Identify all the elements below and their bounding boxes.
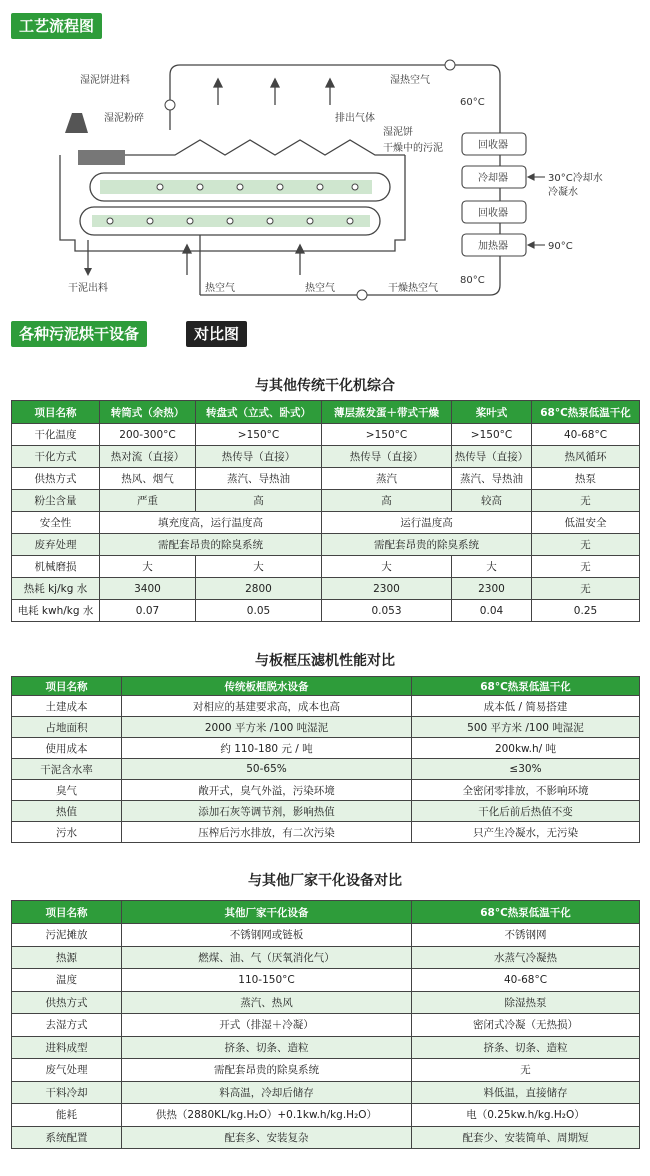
table-cell: 热对流（直接） <box>100 446 196 468</box>
table-cell: 配套多、安装复杂 <box>122 1126 412 1149</box>
table-cell: 电耗 kwh/kg 水 <box>12 600 100 622</box>
table-cell: 较高 <box>452 490 532 512</box>
table-cell: 污水 <box>12 822 122 843</box>
table-cell: 蒸汽、导热油 <box>452 468 532 490</box>
table-cell: 无 <box>532 556 640 578</box>
table-cell: 不锈钢网 <box>412 924 640 947</box>
table-cell: 只产生冷凝水，无污染 <box>412 822 640 843</box>
table-cell: 去湿方式 <box>12 1014 122 1037</box>
table-cell: >150°C <box>196 424 322 446</box>
table-cell: 40-68°C <box>532 424 640 446</box>
table-cell: 蒸汽 <box>322 468 452 490</box>
table-cell: 挤条、切条、造粒 <box>412 1036 640 1059</box>
table-cell: 配套少、安装简单、周期短 <box>412 1126 640 1149</box>
table-row <box>12 738 640 759</box>
table-cell: 严重 <box>100 490 196 512</box>
table-row <box>12 1036 640 1059</box>
table-row <box>12 468 640 490</box>
compare-tag-right: 对比图 <box>186 321 247 347</box>
table-cell: 200-300°C <box>100 424 196 446</box>
table-cell: 干化方式 <box>12 446 100 468</box>
label-wet-feed: 湿泥饼进料 <box>80 75 130 86</box>
table3 <box>11 900 640 1149</box>
table-cell: 开式（排湿＋冷凝） <box>122 1014 412 1037</box>
table1-header: 68°C热泵低温干化 <box>532 401 640 424</box>
table-cell: 50-65% <box>122 759 412 780</box>
table3-header: 项目名称 <box>12 901 122 924</box>
table-cell: 无 <box>412 1059 640 1082</box>
table-row <box>12 556 640 578</box>
table-cell: 供热（2880KL/kg.H₂O）+0.1kw.h/kg.H₂O） <box>122 1104 412 1127</box>
label-cooling-water: 30°C冷却水 <box>548 173 603 184</box>
fan-icon-top <box>445 60 455 70</box>
fan-icon-left <box>165 100 175 110</box>
table-cell: 粉尘含量 <box>12 490 100 512</box>
table-cell: 2300 <box>322 578 452 600</box>
table-cell: 无 <box>532 534 640 556</box>
table-cell: 40-68°C <box>412 969 640 992</box>
table-cell: 污泥摊放 <box>12 924 122 947</box>
table-row <box>12 1014 640 1037</box>
table-row <box>12 822 640 843</box>
table-cell: 蒸汽、导热油 <box>196 468 322 490</box>
table-cell: 料低温，直接储存 <box>412 1081 640 1104</box>
table-cell: 全密闭零排放，不影响环境 <box>412 780 640 801</box>
table-row <box>12 578 640 600</box>
table1 <box>11 400 640 622</box>
table-cell: 热传导（直接） <box>452 446 532 468</box>
table-row <box>12 534 640 556</box>
table-cell: 500 平方米 /100 吨湿泥 <box>412 717 640 738</box>
box-heater: 加热器 <box>478 241 508 252</box>
table-cell: 除湿热泵 <box>412 991 640 1014</box>
crusher <box>78 150 125 165</box>
box-recuperator-1: 回收器 <box>478 140 508 151</box>
table-cell: 大 <box>322 556 452 578</box>
table-cell: >150°C <box>452 424 532 446</box>
box-cooler: 冷却器 <box>478 173 508 184</box>
table-row <box>12 717 640 738</box>
table-cell: 密闭式冷凝（无热损） <box>412 1014 640 1037</box>
equipment-boxes <box>462 133 526 256</box>
table-cell: 3400 <box>100 578 196 600</box>
label-dry-out: 干泥出料 <box>68 283 108 294</box>
table-row <box>12 424 640 446</box>
table-cell: 能耗 <box>12 1104 122 1127</box>
table-cell: 使用成本 <box>12 738 122 759</box>
table1-header: 薄层蒸发蛋＋带式干燥 <box>322 401 452 424</box>
label-wet-cake: 湿泥饼 <box>383 127 413 138</box>
table-cell: 无 <box>532 490 640 512</box>
label-temp-80: 80°C <box>460 275 485 286</box>
table1-title: 与其他传统干化机综合 <box>255 378 395 394</box>
table-cell: 0.25 <box>532 600 640 622</box>
table-cell: 运行温度高 <box>322 512 532 534</box>
table-cell: 压榨后污水排放，有二次污染 <box>122 822 412 843</box>
table-cell: 水蒸气冷凝热 <box>412 946 640 969</box>
table-cell: 添加石灰等调节剂，影响热值 <box>122 801 412 822</box>
box-recuperator-2: 回收器 <box>478 208 508 219</box>
table-cell: 2000 平方米 /100 吨湿泥 <box>122 717 412 738</box>
table-cell: 机械磨损 <box>12 556 100 578</box>
table-cell: 0.053 <box>322 600 452 622</box>
table1-header: 转盘式（立式、卧式） <box>196 401 322 424</box>
table-cell: 进料成型 <box>12 1036 122 1059</box>
table-cell: 约 110-180 元 / 吨 <box>122 738 412 759</box>
table1-header: 项目名称 <box>12 401 100 424</box>
table-cell: 料高温，冷却后储存 <box>122 1081 412 1104</box>
label-wet-crush: 湿泥粉碎 <box>104 113 144 124</box>
table-cell: ≤30% <box>412 759 640 780</box>
table-cell: 大 <box>196 556 322 578</box>
table-row <box>12 969 640 992</box>
label-hot-air-1: 热空气 <box>205 283 235 294</box>
feed-hopper <box>65 113 88 133</box>
label-temp-90: 90°C <box>548 241 573 252</box>
label-hot-air-2: 热空气 <box>305 283 335 294</box>
table-row <box>12 1126 640 1149</box>
table1-header: 转筒式（余热） <box>100 401 196 424</box>
table-cell: 热传导（直接） <box>196 446 322 468</box>
table-cell: 热风循环 <box>532 446 640 468</box>
table-cell: 无 <box>532 578 640 600</box>
table-cell: 系统配置 <box>12 1126 122 1149</box>
table-cell: 干化温度 <box>12 424 100 446</box>
label-temp-60: 60°C <box>460 97 485 108</box>
table-cell: 2800 <box>196 578 322 600</box>
table2 <box>11 676 640 843</box>
table-row <box>12 512 640 534</box>
table-cell: 需配套昂贵的除臭系统 <box>122 1059 412 1082</box>
table-cell: 供热方式 <box>12 468 100 490</box>
table-cell: 敞开式，臭气外溢，污染环境 <box>122 780 412 801</box>
table-row <box>12 600 640 622</box>
table-cell: 对相应的基建要求高，成本也高 <box>122 696 412 717</box>
table-cell: 热源 <box>12 946 122 969</box>
table-cell: 燃煤、油、气（厌氧消化气） <box>122 946 412 969</box>
table2-header: 传统板框脱水设备 <box>122 677 412 696</box>
table-cell: 热值 <box>12 801 122 822</box>
table-cell: 成本低 / 简易搭建 <box>412 696 640 717</box>
table-cell: 供热方式 <box>12 991 122 1014</box>
table-row <box>12 1081 640 1104</box>
table-row <box>12 1059 640 1082</box>
table-cell: 需配套昂贵的除臭系统 <box>322 534 532 556</box>
table3-header: 其他厂家干化设备 <box>122 901 412 924</box>
table-row <box>12 780 640 801</box>
label-exhaust: 排出气体 <box>335 113 375 124</box>
table-cell: 挤条、切条、造粒 <box>122 1036 412 1059</box>
process-tag: 工艺流程图 <box>11 13 102 39</box>
table-row <box>12 801 640 822</box>
table3-title: 与其他厂家干化设备对比 <box>248 873 402 889</box>
fan-icon-bottom <box>357 290 367 300</box>
table1-header: 桨叶式 <box>452 401 532 424</box>
table-cell: 热传导（直接） <box>322 446 452 468</box>
table3-header: 68°C热泵低温干化 <box>412 901 640 924</box>
table-cell: 热耗 kj/kg 水 <box>12 578 100 600</box>
table-cell: 土建成本 <box>12 696 122 717</box>
table2-title: 与板框压滤机性能对比 <box>255 653 395 669</box>
table-cell: 低温安全 <box>532 512 640 534</box>
table-row <box>12 991 640 1014</box>
table-cell: 0.04 <box>452 600 532 622</box>
table-row <box>12 490 640 512</box>
table-row <box>12 1104 640 1127</box>
process-diagram <box>0 55 650 305</box>
table-row <box>12 924 640 947</box>
label-dry-hot-air: 干燥热空气 <box>388 283 438 294</box>
table-cell: 不锈钢网或链板 <box>122 924 412 947</box>
table-cell: 温度 <box>12 969 122 992</box>
table-cell: 占地面积 <box>12 717 122 738</box>
label-drying-sludge: 干燥中的污泥 <box>383 143 443 154</box>
table-cell: 废弃处理 <box>12 534 100 556</box>
table-cell: 干泥含水率 <box>12 759 122 780</box>
table-cell: >150°C <box>322 424 452 446</box>
table-cell: 0.07 <box>100 600 196 622</box>
table2-header: 68°C热泵低温干化 <box>412 677 640 696</box>
table-cell: 200kw.h/ 吨 <box>412 738 640 759</box>
table-row <box>12 759 640 780</box>
table-cell: 臭气 <box>12 780 122 801</box>
table-cell: 大 <box>452 556 532 578</box>
table-cell: 废气处理 <box>12 1059 122 1082</box>
table-cell: 大 <box>100 556 196 578</box>
table-row <box>12 446 640 468</box>
table-cell: 需配套昂贵的除臭系统 <box>100 534 322 556</box>
table-cell: 填充度高，运行温度高 <box>100 512 322 534</box>
table-cell: 蒸汽、热风 <box>122 991 412 1014</box>
table-cell: 2300 <box>452 578 532 600</box>
table-row <box>12 946 640 969</box>
table-cell: 安全性 <box>12 512 100 534</box>
table-cell: 电（0.25kw.h/kg.H₂O） <box>412 1104 640 1127</box>
table-cell: 干化后前后热值不变 <box>412 801 640 822</box>
label-wet-hot-air: 湿热空气 <box>390 75 430 86</box>
compare-tag-left: 各种污泥烘干设备 <box>11 321 147 347</box>
table-cell: 110-150°C <box>122 969 412 992</box>
table-cell: 热风、烟气 <box>100 468 196 490</box>
table-row <box>12 696 640 717</box>
table-cell: 高 <box>196 490 322 512</box>
table-cell: 0.05 <box>196 600 322 622</box>
table-cell: 热泵 <box>532 468 640 490</box>
table-cell: 干料冷却 <box>12 1081 122 1104</box>
table-cell: 高 <box>322 490 452 512</box>
label-condensate: 冷凝水 <box>548 187 578 198</box>
table2-header: 项目名称 <box>12 677 122 696</box>
